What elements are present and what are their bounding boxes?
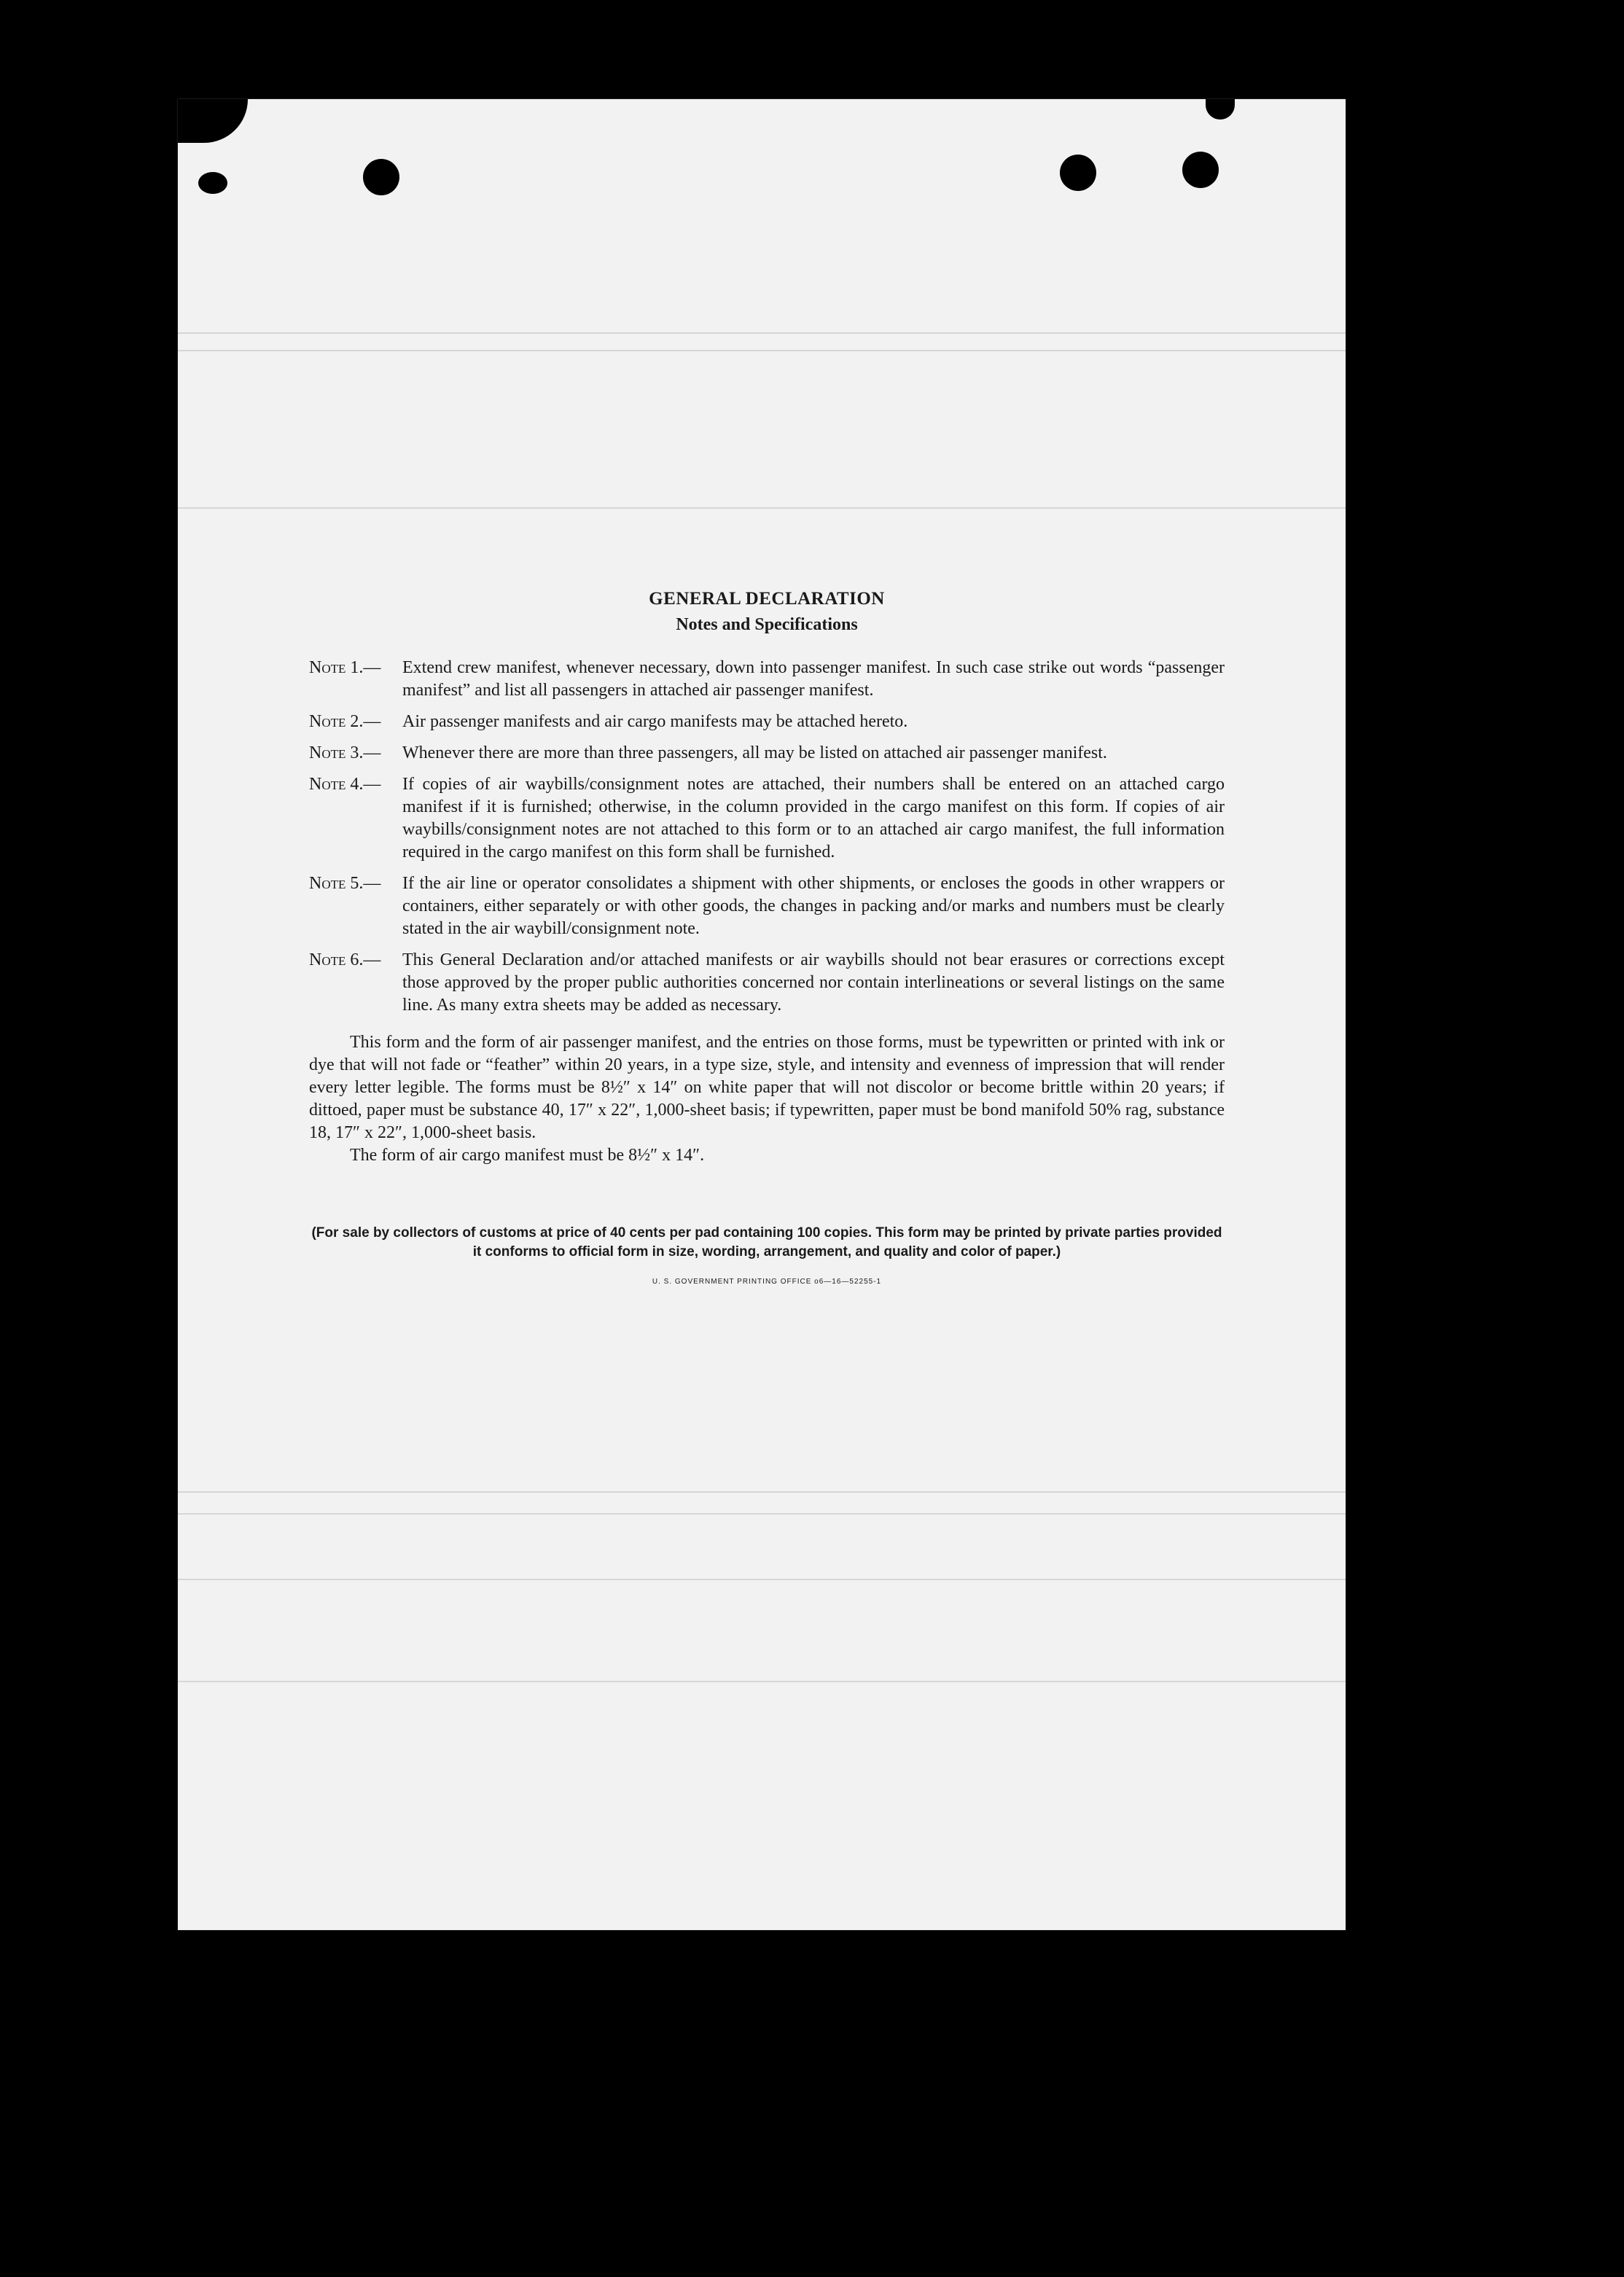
bleed-through-rule bbox=[178, 332, 1346, 334]
note-text: Extend crew manifest, whenever necessary, down into passenger manifest. In such case strike out words “passenger manifest” and list all passengers in attached air passenger manifest. bbox=[402, 658, 1225, 700]
note-text: This General Declaration and/or attached manifests or air waybills should not bear erasures or corrections except those approved by the proper public authorities concerned nor contain interlineations or several listings on the same line. As many extra sheets may be added as necessary. bbox=[402, 950, 1225, 1015]
note-text: If the air line or operator consolidates a shipment with other shipments, or encloses the goods in other wrappers or containers, either separately or with other goods, the changes in packing and/or marks and numbers must be clearly stated in the air waybill/consignment note. bbox=[402, 874, 1225, 938]
bleed-through-rule bbox=[178, 1681, 1346, 1682]
torn-edge bbox=[198, 172, 227, 194]
note-3 bbox=[309, 742, 1225, 765]
torn-corner bbox=[1206, 99, 1235, 120]
notes-content bbox=[309, 589, 1225, 1286]
cargo-manifest-size-paragraph: The form of air cargo manifest must be 8½″ x 14″. bbox=[350, 1146, 705, 1165]
sale-notice: (For sale by collectors of customs at price of 40 cents per pad containing 100 copies. This form may be printed by private parties provided it conforms to official form in size, wording, arrangement, and quality and color of paper.) bbox=[311, 1225, 1222, 1259]
note-5 bbox=[309, 872, 1225, 940]
note-text: Whenever there are more than three passengers, all may be listed on attached air passenger manifest. bbox=[402, 743, 1107, 762]
bleed-through-rule bbox=[178, 1513, 1346, 1515]
note-text: If copies of air waybills/consignment notes are attached, their numbers shall be entered on an attached cargo manifest if it is furnished; otherwise, in the column provided in the cargo manifest on this form. If copies of air waybills/consignment notes are not attached to this form or to an attached air cargo manifest, the full information required in the cargo manifest on this form shall be furnished. bbox=[402, 775, 1225, 862]
note-2 bbox=[309, 711, 1225, 733]
note-4 bbox=[309, 773, 1225, 864]
form-specifications-paragraph: This form and the form of air passenger manifest, and the entries on those forms, must be typewritten or printed with ink or dye that will not fade or “feather” within 20 years, in a type size, style, and intensity and evenness of impression that will render every letter legible. The forms must be 8½″ x 14″ on white paper that will not discolor or become brittle within 20 years; if dittoed, paper must be substance 40, 17″ x 22″, 1,000-sheet basis; if typewritten, paper must be bond manifold 50% rag, substance 18, 17″ x 22″, 1,000-sheet basis. bbox=[309, 1033, 1225, 1142]
note-text: Air passenger manifests and air cargo manifests may be attached hereto. bbox=[402, 712, 908, 731]
punch-hole bbox=[1182, 152, 1219, 188]
bleed-through-rule bbox=[178, 350, 1346, 351]
note-1 bbox=[309, 657, 1225, 702]
printing-office-line: U. S. GOVERNMENT PRINTING OFFICE o6—16—52255-1 bbox=[652, 1278, 882, 1286]
note-label: Note 2.— bbox=[309, 712, 381, 731]
punch-hole bbox=[363, 159, 399, 195]
document-subtitle: Notes and Specifications bbox=[676, 615, 858, 634]
punch-hole bbox=[1060, 155, 1096, 191]
note-6 bbox=[309, 949, 1225, 1017]
torn-corner bbox=[178, 99, 248, 143]
note-label: Note 1.— bbox=[309, 658, 381, 677]
document-title: GENERAL DECLARATION bbox=[649, 589, 885, 609]
bleed-through-rule bbox=[178, 507, 1346, 509]
bleed-through-rule bbox=[178, 1579, 1346, 1580]
note-label: Note 3.— bbox=[309, 743, 381, 762]
note-label: Note 4.— bbox=[309, 775, 381, 794]
document-page bbox=[178, 99, 1346, 1930]
note-label: Note 5.— bbox=[309, 874, 381, 893]
bleed-through-rule bbox=[178, 1491, 1346, 1493]
note-label: Note 6.— bbox=[309, 950, 381, 969]
